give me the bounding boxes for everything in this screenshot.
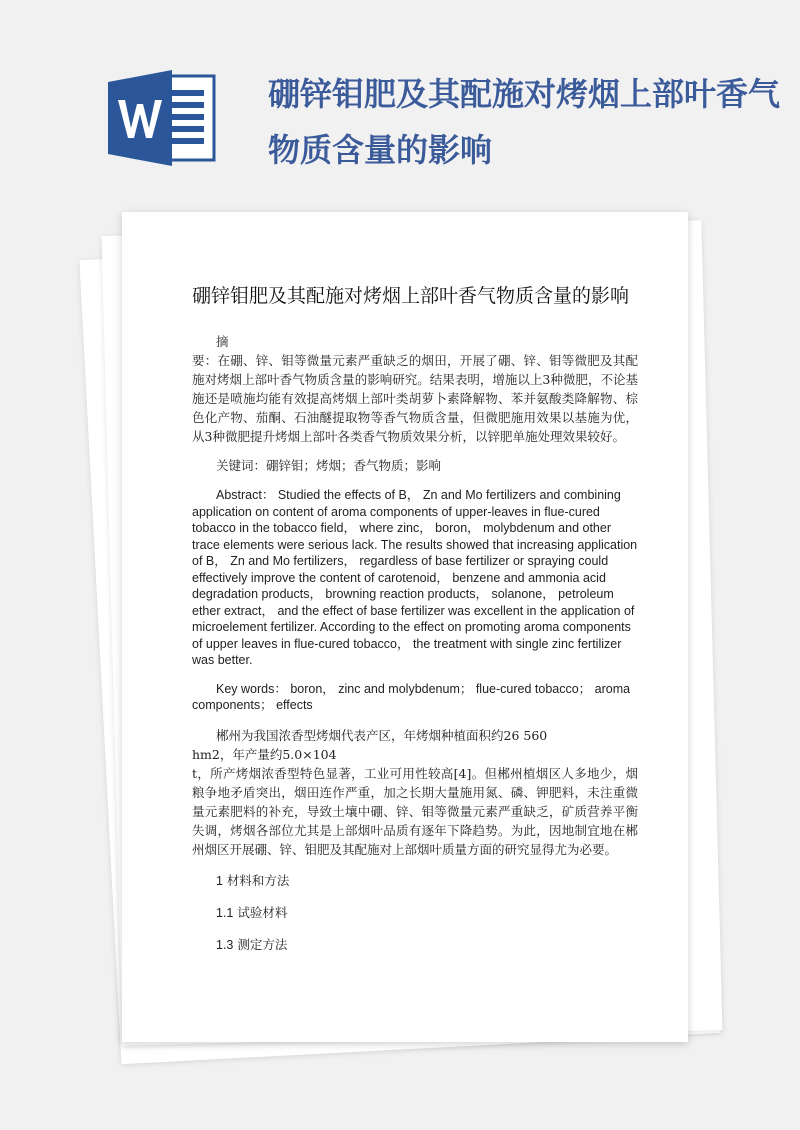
keywords-cn: 关键词：硼锌钼；烤烟；香气物质；影响 <box>216 458 442 473</box>
document-content <box>192 280 638 955</box>
section-number: 1.3 <box>216 937 234 952</box>
section-heading <box>192 871 638 891</box>
section-number: 1 <box>216 873 223 888</box>
section-text: 试验材料 <box>233 904 288 920</box>
intro-paragraph <box>192 726 638 859</box>
header <box>0 0 800 190</box>
intro-line: hm2，年产量约5.0×104 <box>192 746 337 762</box>
keywords-en: Key words： boron， zinc and molybdenum； flue-cured tobacco； aroma components； effects <box>192 681 631 712</box>
word-icon <box>108 70 220 166</box>
section-text: 材料和方法 <box>222 872 290 888</box>
section-heading <box>192 903 638 923</box>
section-text: 测定方法 <box>233 936 288 952</box>
document-page <box>122 212 688 1042</box>
intro-line: 郴州为我国浓香型烤烟代表产区，年烤烟种植面积约26 560 <box>216 727 548 743</box>
abstract-label: 摘 <box>216 334 229 349</box>
abstract-cn: 要：在硼、锌、钼等微量元素严重缺乏的烟田，开展了硼、锌、钼等微肥及其配施对烤烟上部叶香气物质含量的影响研究。结果表明，增施以上3种微肥，不论基施还是喷施均能有效提高烤烟上部叶类胡萝卜素降解物、苯并氨酸类降解物、棕色化产物、茄酮、石油醚提取物等香气物质含量，但微肥施用效果以基施为优，从3种微肥提升烤烟上部叶各类香气物质效果分析，以锌肥单施处理效果较好。 <box>192 353 638 444</box>
section-number: 1.1 <box>216 905 234 920</box>
section-heading <box>192 935 638 955</box>
intro-line: t，所产烤烟浓香型特色显著，工业可用性较高[4]。但郴州植烟区人多地少，烟粮争地矛盾突出，烟田连作严重，加之长期大量施用氮、磷、钾肥料，未注重微量元素肥料的补充，导致土壤中硼、锌、钼等微量元素严重缺乏，矿质营养平衡失调，烤烟各部位尤其是上部烟叶品质有逐年下降趋势。为此，因地制宜地在郴州烟区开展硼、锌、钼肥及其配施对上部烟叶质量方面的研究显得尤为必要。 <box>192 765 638 857</box>
abstract-en: Abstract： Studied the effects of B， Zn and Mo fertilizers and combining application on content of aroma components of upper-leaves in flue-cured tobacco in the tobacco field， where zinc， boron， molybdenum and other trace elements were serious lack. The results showed that increasing application of B， Zn and Mo fertilizers， regardless of base fertilizer or spraying could effectively improve the content of carotenoid， benzene and ammonia acid degradation products， browning reaction products， solanone， petroleum ether extract， and the effect of base fertilizer was excellent in the application of microelement fertilizer. According to the effect on promoting aroma components of upper leaves in flue-cured tobacco， the treatment with single zinc fertilizer was better. <box>192 488 638 667</box>
document-title: 硼锌钼肥及其配施对烤烟上部叶香气物质含量的影响 <box>192 285 630 307</box>
header-title: 硼锌钼肥及其配施对烤烟上部叶香气物质含量的影响 <box>268 75 781 169</box>
